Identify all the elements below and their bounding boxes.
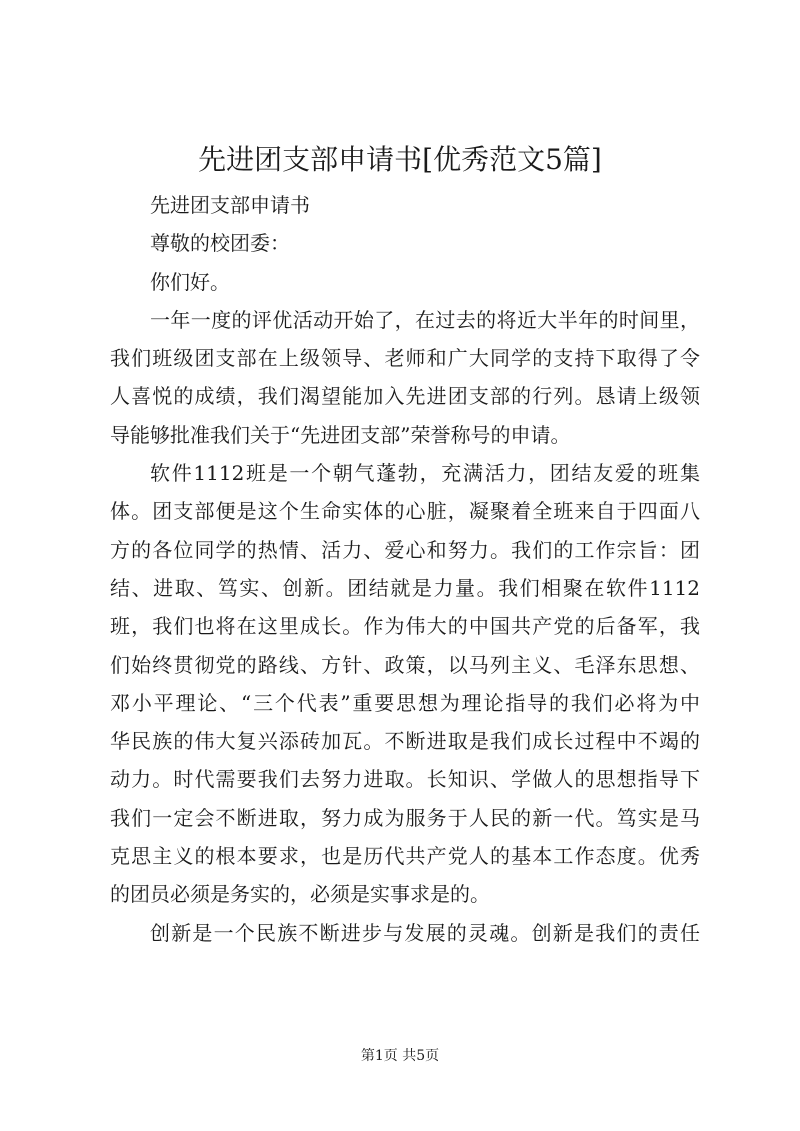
text-line: 体。团支部便是这个生命实体的心脏，凝聚着全班来自于四面八	[110, 499, 700, 524]
text-line: 人喜悦的成绩，我们渴望能加入先进团支部的行列。恳请上级领	[110, 384, 700, 409]
document-title: 先进团支部申请书[优秀范文5篇]	[198, 143, 602, 176]
text-line: 华民族的伟大复兴添砖加瓦。不断进取是我们成长过程中不竭的	[110, 729, 700, 754]
text-line: 克思主义的根本要求，也是历代共产党人的基本工作态度。优秀	[110, 844, 700, 869]
text-line: 动力。时代需要我们去努力进取。长知识、学做人的思想指导下	[110, 767, 700, 792]
text-line: 尊敬的校团委：	[150, 231, 290, 256]
text-line: 我们班级团支部在上级领导、老师和广大同学的支持下取得了令	[110, 346, 700, 371]
page-footer: 第1页 共5页	[360, 1048, 440, 1064]
text-line: 结、进取、笃实、创新。团结就是力量。我们相聚在软件1112	[110, 575, 700, 600]
text-line: 创新是一个民族不断进步与发展的灵魂。创新是我们的责任	[150, 920, 700, 945]
text-line: 我们一定会不断进取，努力成为服务于人民的新一代。笃实是马	[110, 805, 700, 830]
text-line: 方的各位同学的热情、活力、爱心和努力。我们的工作宗旨：团	[110, 537, 700, 562]
text-line: 你们好。	[150, 269, 230, 294]
document-body	[110, 186, 700, 952]
text-line: 一年一度的评优活动开始了，在过去的将近大半年的时间里，	[150, 307, 700, 332]
text-line: 邓小平理论、“三个代表”重要思想为理论指导的我们必将为中	[110, 690, 700, 715]
text-line: 导能够批准我们关于“先进团支部”荣誉称号的申请。	[110, 422, 571, 447]
text-line: 班，我们也将在这里成长。作为伟大的中国共产党的后备军，我	[110, 614, 700, 639]
text-line: 的团员必须是务实的，必须是实事求是的。	[110, 882, 490, 907]
text-line: 软件1112班是一个朝气蓬勃，充满活力，团结友爱的班集	[150, 461, 700, 486]
text-line: 先进团支部申请书	[150, 193, 310, 217]
text-line: 们始终贯彻党的路线、方针、政策，以马列主义、毛泽东思想、	[110, 652, 700, 677]
